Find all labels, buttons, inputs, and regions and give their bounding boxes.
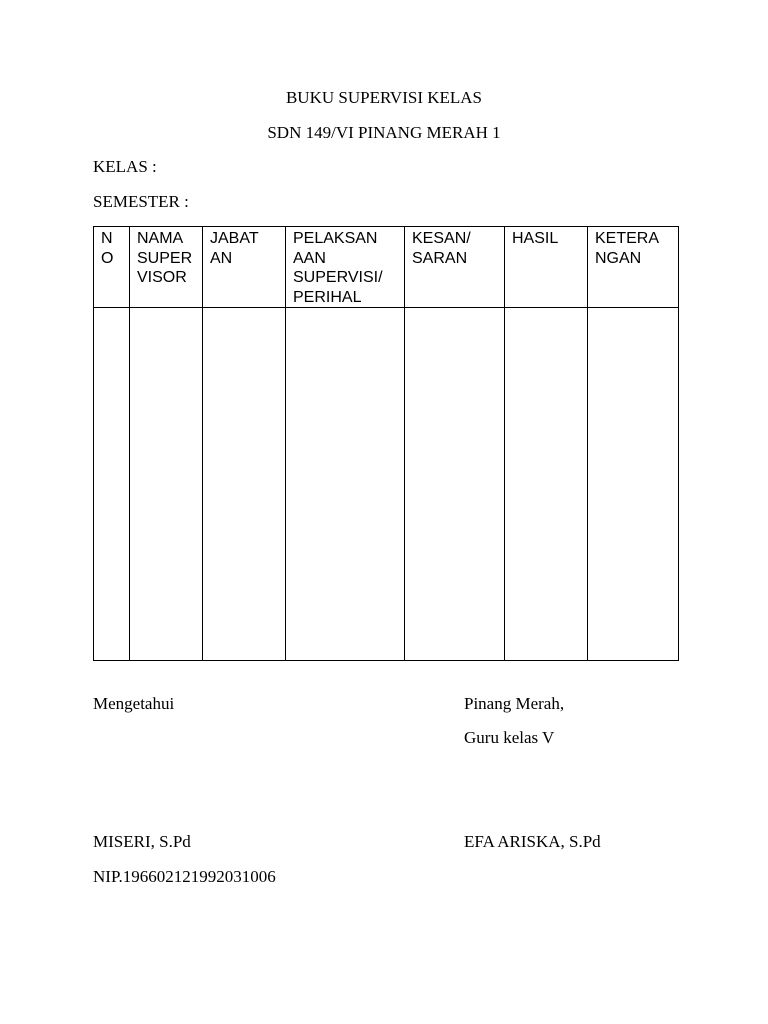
place-label: Pinang Merah, <box>464 694 565 713</box>
supervision-table <box>93 226 679 661</box>
table-cell <box>588 308 679 661</box>
document-title: BUKU SUPERVISI KELAS <box>285 88 483 107</box>
header-kesan-saran: KESAN/ SARAN <box>405 227 505 308</box>
school-name: SDN 149/VI PINANG MERAH 1 <box>267 123 501 142</box>
header-hasil: HASIL <box>505 227 588 308</box>
principal-name: MISERI, S.Pd <box>93 832 191 851</box>
header-no: N O <box>94 227 130 308</box>
principal-nip: NIP.196602121992031006 <box>93 867 276 886</box>
acknowledge-label: Mengetahui <box>93 694 175 713</box>
header-pelaksanaan: PELAKSAN AAN SUPERVISI/ PERIHAL <box>286 227 405 308</box>
table-cell <box>505 308 588 661</box>
teacher-name: EFA ARISKA, S.Pd <box>464 832 601 851</box>
table-cell <box>130 308 203 661</box>
table-cell <box>405 308 505 661</box>
table-header-row <box>94 227 679 308</box>
semester-label: SEMESTER : <box>93 192 189 211</box>
table-cell <box>286 308 405 661</box>
teacher-role: Guru kelas V <box>464 728 555 747</box>
table-cell <box>94 308 130 661</box>
header-nama-supervisor: NAMA SUPER VISOR <box>130 227 203 308</box>
table-cell <box>203 308 286 661</box>
header-keterangan: KETERA NGAN <box>588 227 679 308</box>
kelas-label: KELAS : <box>93 157 157 176</box>
table-row <box>94 308 679 661</box>
header-jabatan: JABAT AN <box>203 227 286 308</box>
